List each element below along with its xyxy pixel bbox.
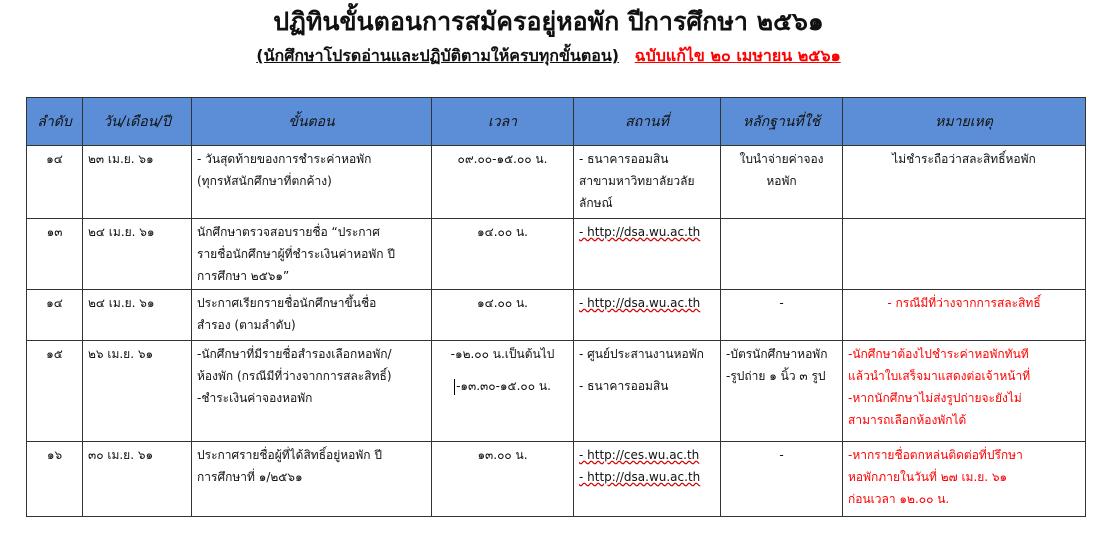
note-line: -หากรายชื่อตกหล่นติดต่อที่ปรึกษา xyxy=(848,448,1023,462)
evidence-line: ใบนำจ่ายค่าจอง xyxy=(739,152,824,166)
table-row xyxy=(27,219,1086,290)
header-place: สถานที่ xyxy=(574,98,721,146)
place-line: - ศูนย์ประสานงานหอพัก xyxy=(579,347,704,361)
step-line: รายชื่อนักศึกษาผู้ที่ชำระเงินค่าหอพัก ปี xyxy=(197,247,395,261)
table-row xyxy=(27,442,1086,517)
cell-no: ๑๓ xyxy=(27,219,83,290)
cell-note xyxy=(843,341,1086,442)
cell-evidence xyxy=(721,442,843,517)
cell-evidence xyxy=(721,146,843,219)
spacer xyxy=(437,365,568,375)
place-line: - ธนาคารออมสิน xyxy=(579,152,669,166)
cell-evidence xyxy=(721,341,843,442)
cell-step xyxy=(192,341,432,442)
cell-date: ๒๔ เม.ย. ๖๑ xyxy=(83,290,192,341)
time-line: ๑๓.๐๐ น. xyxy=(477,448,528,462)
cell-time xyxy=(432,290,574,341)
cell-time xyxy=(432,341,574,442)
table-row xyxy=(27,290,1086,341)
header-time: เวลา xyxy=(432,98,574,146)
text-cursor-icon xyxy=(454,379,455,395)
revision-note: ฉบับแก้ไข ๒๐ เมษายน ๒๕๖๑ xyxy=(634,46,841,65)
step-line: (ทุกรหัสนักศึกษาที่ตกค้าง) xyxy=(197,174,332,188)
cell-note xyxy=(843,442,1086,517)
cell-step xyxy=(192,219,432,290)
note-line: ไม่ชำระถือว่าสละสิทธิ์หอพัก xyxy=(892,152,1036,166)
time-line: ๐๙.๐๐-๑๕.๐๐ น. xyxy=(457,152,548,166)
step-line: การศึกษาที่ ๑/๒๕๖๑ xyxy=(197,470,303,484)
cell-place xyxy=(574,290,721,341)
time-line: -๑๓.๓๐-๑๕.๐๐ น. xyxy=(456,379,551,393)
header-date: วัน/เดือน/ปี xyxy=(83,98,192,146)
place-line: สาขามหาวิทยาลัยวลัย xyxy=(579,174,695,188)
note-line: ก่อนเวลา ๑๒.๐๐ น. xyxy=(848,492,950,506)
cell-no: ๑๔ xyxy=(27,290,83,341)
page-subtitle xyxy=(0,44,1097,68)
step-line: -นักศึกษาที่มีรายชื่อสำรองเลือกหอพัก/ xyxy=(197,347,392,361)
cell-place xyxy=(574,219,721,290)
cell-evidence xyxy=(721,219,843,290)
step-line: ประกาศรายชื่อผู้ที่ได้สิทธิ์อยู่หอพัก ปี xyxy=(197,448,382,462)
evidence-line: หอพัก xyxy=(766,174,797,188)
place-line: - ธนาคารออมสิน xyxy=(579,379,669,393)
evidence-line: -บัตรนักศึกษาหอพัก xyxy=(726,347,828,361)
note-line: สามารถเลือกห้องพักได้ xyxy=(848,413,967,427)
url-link[interactable]: - http://dsa.wu.ac.th xyxy=(579,296,701,310)
step-line: -ชำระเงินค่าจองหอพัก xyxy=(197,391,313,405)
header-evidence: หลักฐานที่ใช้ xyxy=(721,98,843,146)
header-note: หมายเหตุ xyxy=(843,98,1086,146)
cell-evidence xyxy=(721,290,843,341)
schedule-table xyxy=(26,97,1086,517)
time-line: ๑๔.๐๐ น. xyxy=(477,225,528,239)
note-line: - กรณีมีที่ว่างจากการสละสิทธิ์ xyxy=(887,296,1041,310)
cell-note xyxy=(843,219,1086,290)
cell-time xyxy=(432,146,574,219)
url-link[interactable]: - http://dsa.wu.ac.th xyxy=(579,470,701,484)
table-header-row xyxy=(27,98,1086,146)
cell-step xyxy=(192,442,432,517)
header-no: ลำดับ xyxy=(27,98,83,146)
time-line-2 xyxy=(437,375,568,397)
cell-date: ๓๐ เม.ย. ๖๑ xyxy=(83,442,192,517)
subtitle-instruction: (นักศึกษาโปรดอ่านและปฏิบัติตามให้ครบทุกขั้นตอน) xyxy=(256,46,620,65)
cell-note xyxy=(843,290,1086,341)
time-line: -๑๒.๐๐ น.เป็นต้นไป xyxy=(450,347,555,361)
header-step: ขั้นตอน xyxy=(192,98,432,146)
table-row xyxy=(27,341,1086,442)
cell-step xyxy=(192,290,432,341)
url-link[interactable]: - http://dsa.wu.ac.th xyxy=(579,225,701,239)
step-line: สำรอง (ตามลำดับ) xyxy=(197,318,296,332)
cell-time xyxy=(432,219,574,290)
cell-time xyxy=(432,442,574,517)
step-line: การศึกษา ๒๕๖๑” xyxy=(197,269,290,283)
cell-no: ๑๕ xyxy=(27,341,83,442)
cell-place xyxy=(574,341,721,442)
cell-no: ๑๖ xyxy=(27,442,83,517)
step-line: ห้องพัก (กรณีมีที่ว่างจากการสละสิทธิ์) xyxy=(197,369,392,383)
cell-date: ๒๓ เม.ย. ๖๑ xyxy=(83,146,192,219)
note-line: แล้วนำใบเสร็จมาแสดงต่อเจ้าหน้าที่ xyxy=(848,369,1031,383)
spacer xyxy=(579,365,715,375)
cell-step xyxy=(192,146,432,219)
evidence-line: -รูปถ่าย ๑ นิ้ว ๓ รูป xyxy=(726,369,826,383)
step-line: นักศึกษาตรวจสอบรายชื่อ “ประกาศ xyxy=(197,225,380,239)
cell-date: ๒๔ เม.ย. ๖๑ xyxy=(83,219,192,290)
note-line: หอพักภายในวันที่ ๒๗ เม.ย. ๖๑ xyxy=(848,470,1008,484)
url-link[interactable]: - http://ces.wu.ac.th xyxy=(579,448,700,462)
step-line: - วันสุดท้ายของการชำระค่าหอพัก xyxy=(197,152,372,166)
cell-note xyxy=(843,146,1086,219)
table-row xyxy=(27,146,1086,219)
note-line: -หากนักศึกษาไม่ส่งรูปถ่ายจะยังไม่ xyxy=(848,391,1022,405)
cell-place xyxy=(574,442,721,517)
evidence-line: - xyxy=(779,448,784,462)
page-title: ปฏิทินขั้นตอนการสมัครอยู่หอพัก ปีการศึกษา ๒๕๖๑ xyxy=(273,7,824,36)
cell-no: ๑๔ xyxy=(27,146,83,219)
place-line: ลักษณ์ xyxy=(579,196,613,210)
time-line: ๑๔.๐๐ น. xyxy=(477,296,528,310)
evidence-line: - xyxy=(779,296,784,310)
note-line: -นักศึกษาต้องไปชำระค่าหอพักทันที xyxy=(848,347,1029,361)
step-line: ประกาศเรียกรายชื่อนักศึกษาขึ้นชื่อ xyxy=(197,296,377,310)
cell-place xyxy=(574,146,721,219)
cell-date: ๒๖ เม.ย. ๖๑ xyxy=(83,341,192,442)
